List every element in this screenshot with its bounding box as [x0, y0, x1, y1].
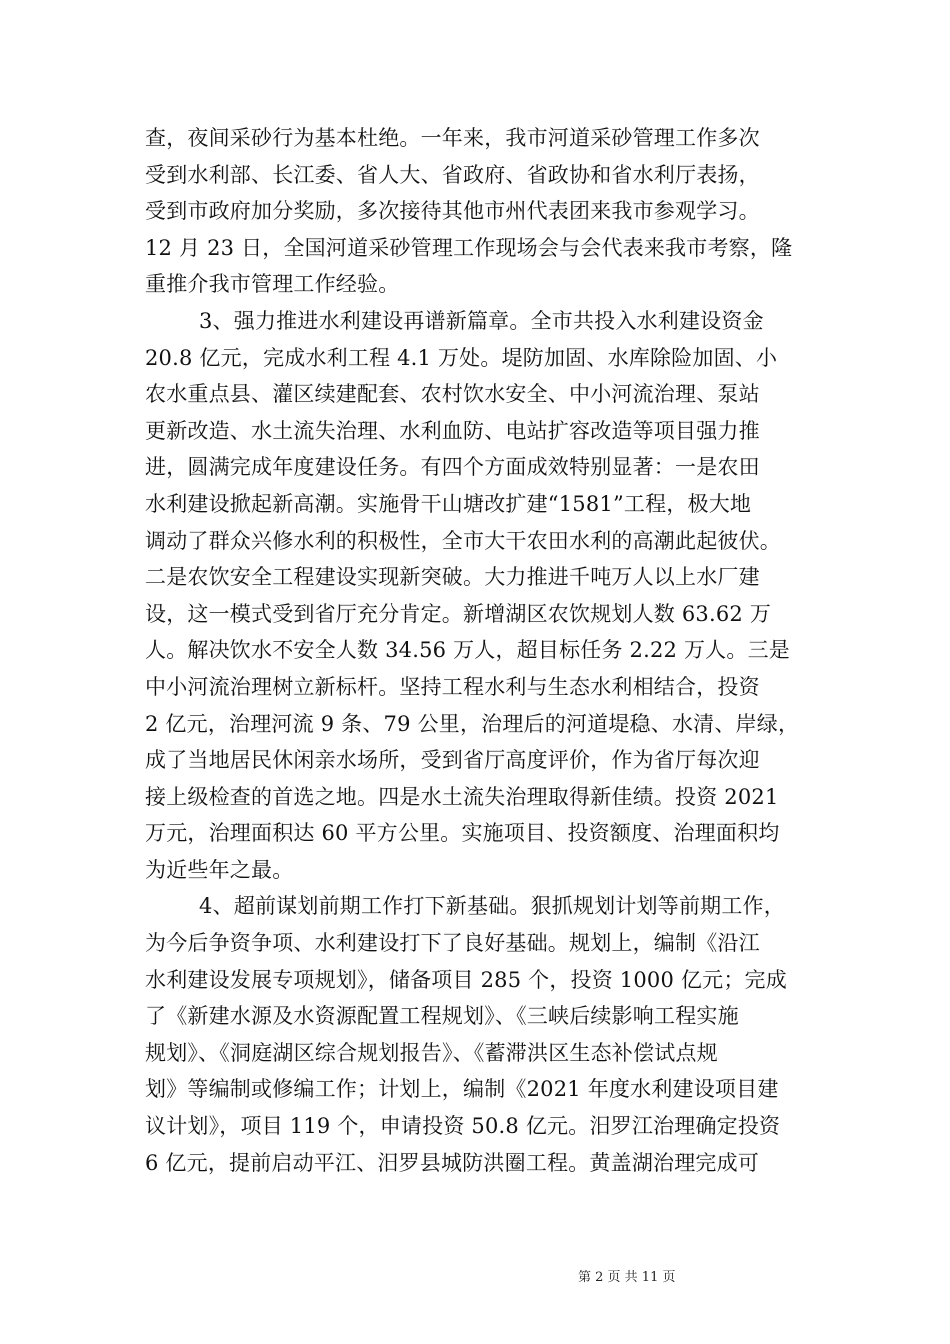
text-line: 规划》、《洞庭湖区综合规划报告》、《蓄滞洪区生态补偿试点规	[145, 1040, 718, 1065]
text-line: 受到市政府加分奖励，多次接待其他市州代表团来我市参观学习。	[145, 199, 760, 224]
text-line: 查，夜间采砂行为基本杜绝。一年来，我市河道采砂管理工作多次	[145, 126, 760, 150]
text-line: 农水重点县、灌区续建配套、农村饮水安全、中小河流治理、泵站	[145, 382, 760, 407]
text-line: 为今后争资争项、水利建设打下了良好基础。规划上，编制《沿江	[145, 931, 760, 956]
text-line: 成了当地居民休闲亲水场所，受到省厅高度评价，作为省厅每次迎	[145, 748, 760, 773]
text-line: 重推介我市管理工作经验。	[145, 272, 400, 297]
paragraph-heading-3: 3、强力推进水利建设再谱新篇章。全市共投入水利建设资金	[199, 308, 764, 333]
text-line: 议计划》，项目 119 个，申请投资 50.8 亿元。汨罗江治理确定投资	[145, 1114, 781, 1139]
text-line: 更新改造、水土流失治理、水利血防、电站扩容改造等项目强力推	[145, 418, 760, 443]
text-line: 调动了群众兴修水利的积极性，全市大干农田水利的高潮此起彼伏。	[145, 528, 781, 553]
text-line: 设，这一模式受到省厅充分肯定。新增湖区农饮规划人数 63.62 万	[145, 601, 772, 626]
text-line: 水利建设掀起新高潮。实施骨干山塘改扩建“1581”工程，极大地	[145, 491, 752, 516]
text-line: 万元，治理面积达 60 平方公里。实施项目、投资额度、治理面积均	[145, 821, 780, 846]
text-line: 20.8 亿元，完成水利工程 4.1 万处。堤防加固、水库除险加固、小	[145, 345, 778, 370]
paragraph-heading-4: 4、超前谋划前期工作打下新基础。狠抓规划计划等前期工作，	[199, 894, 785, 919]
text-line: 12 月 23 日，全国河道采砂管理工作现场会与会代表来我市考察，隆	[145, 235, 793, 260]
text-line: 人。解决饮水不安全人数 34.56 万人，超目标任务 2.22 万人。三是	[145, 638, 790, 663]
text-line: 了《新建水源及水资源配置工程规划》、《三峡后续影响工程实施	[145, 1004, 739, 1029]
body-text	[145, 120, 815, 1181]
text-line: 2 亿元，治理河流 9 条、79 公里，治理后的河道堤稳、水清、岸绿，	[145, 711, 800, 736]
text-line: 进，圆满完成年度建设任务。有四个方面成效特别显著：一是农田	[145, 455, 760, 480]
text-line: 划》等编制或修编工作；计划上，编制《2021 年度水利建设项目建	[145, 1077, 779, 1102]
text-line: 水利建设发展专项规划》，储备项目 285 个，投资 1000 亿元；完成	[145, 967, 787, 992]
text-line: 接上级检查的首选之地。四是水土流失治理取得新佳绩。投资 2021	[145, 784, 779, 809]
text-line: 二是农饮安全工程建设实现新突破。大力推进千吨万人以上水厂建	[145, 565, 760, 590]
text-line: 为近些年之最。	[145, 857, 294, 882]
text-line: 受到水利部、长江委、省人大、省政府、省政协和省水利厅表扬，	[145, 162, 760, 187]
text-line: 6 亿元，提前启动平江、汨罗县城防洪圈工程。黄盖湖治理完成可	[145, 1150, 760, 1175]
text-line: 中小河流治理树立新标杆。坚持工程水利与生态水利相结合，投资	[145, 674, 760, 699]
page-number: 第 2 页 共 11 页	[578, 1270, 676, 1285]
